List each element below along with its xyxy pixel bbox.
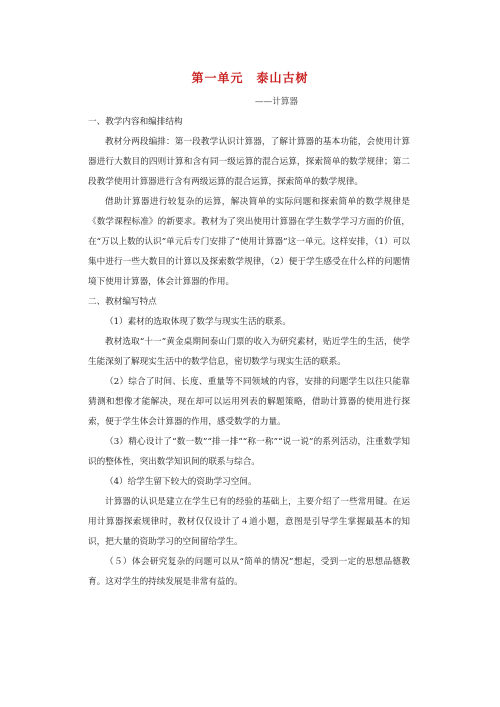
section-heading: 二、教材编写特点 bbox=[88, 297, 157, 307]
paragraph: （3）精心设计了“数一数”“排一排”“称一称”“说一说”的系列活动，注重数学知识的整体性，突出数学知识间的联系与综合。 bbox=[88, 437, 410, 467]
document-title: 第一单元 泰山古树 bbox=[191, 71, 309, 85]
paragraph: （1）素材的选取体现了数学与现实生活的联系。 bbox=[105, 317, 291, 327]
section-heading: 一、教学内容和编排结构 bbox=[88, 117, 183, 127]
document-subtitle: ——计算器 bbox=[255, 97, 298, 107]
paragraph: 教材选取“十一”黄金桌期间泰山门票的收入为研究素材，贴近学生的生活，使学生能深刻了解现实生活中的数学信息，密切数学与现实生活的联系。 bbox=[88, 337, 410, 367]
paragraph: （2）综合了时间、长度、重量等不同领域的内容，安排的问题学生以往只能靠猜测和想像才能解决，现在却可以运用列表的解题策略，借助计算器的使用进行探索，便于学生体会计算器的作用，感受数学的力量。 bbox=[88, 377, 410, 427]
paragraph: （５）体会研究复杂的问题可以从“简单的情况”想起，受到一定的思想品德教育。这对学生的持续发展是非常有益的。 bbox=[88, 557, 410, 587]
paragraph: 计算器的认识是建立在学生已有的经验的基础上，主要介绍了一些常用键。在运用计算器探索规律时，教材仅仅设计了４道小题，意图是引导学生掌握最基本的知识，把大量的资助学习的空间留给学生。 bbox=[88, 497, 410, 547]
paragraph: 教材分两段编排：第一段教学认识计算器，了解计算器的基本功能，会使用计算器进行大数目的四则计算和含有同一级运算的混合运算，探索简单的数学规律；第二段教学使用计算器进行含有两级运算的混合运算，探索简单的数学规律。 bbox=[88, 137, 410, 187]
paragraph: 借助计算器进行较复杂的运算，解决简单的实际问题和探索简单的数学规律是《数学课程标准》的新要求。教材为了突出使用计算器在学生数学学习方面的价值，在“万以上数的认识”单元后专门安排了“使用计算器”这一单元。这样安排，（1）可以集中进行一些大数目的计算以及探索数学规律，（2）便于学生感受在什么样的问题情境下使用计算器，体会计算器的作用。 bbox=[88, 197, 410, 287]
document-body bbox=[88, 112, 410, 592]
paragraph: （4）给学生留下较大的资助学习空间。 bbox=[105, 477, 257, 487]
